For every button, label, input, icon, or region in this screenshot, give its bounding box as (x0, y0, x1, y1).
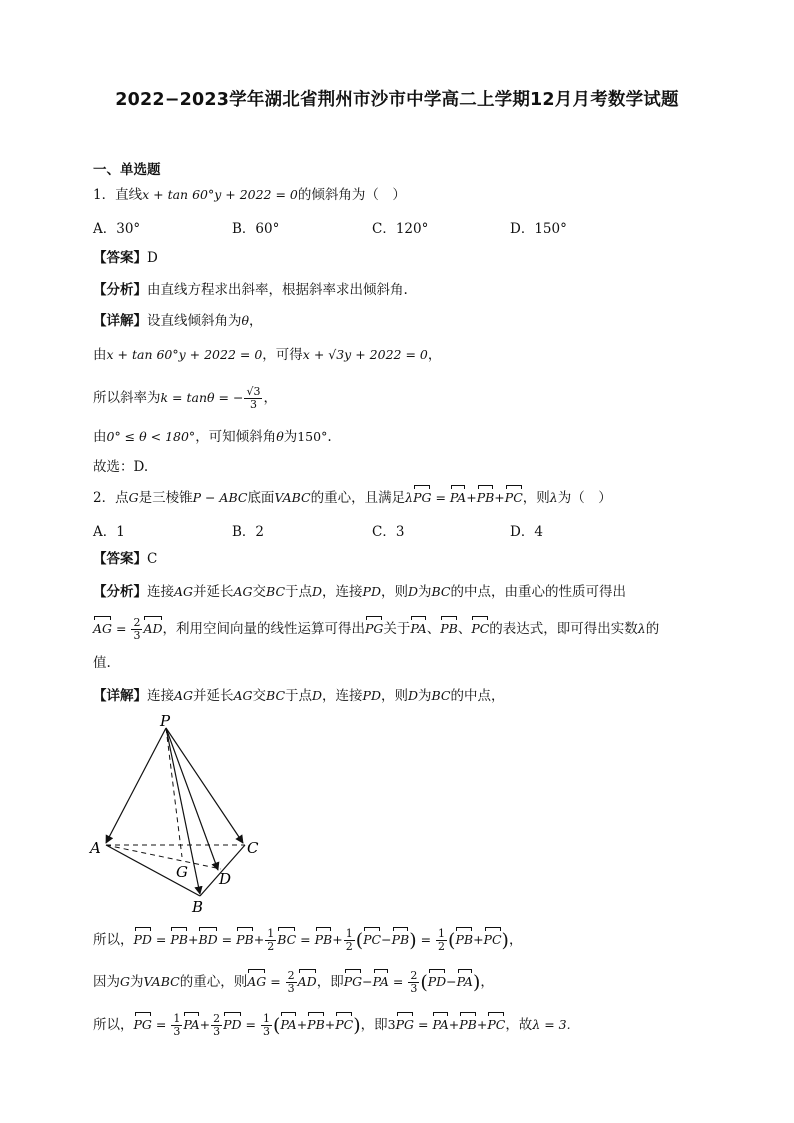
page-title: 2022−2023学年湖北省荆州市沙市中学高二上学期12月月考数学试题 (115, 90, 679, 110)
q2-dt-ag: AG (174, 688, 194, 703)
q2-an-ag: AG (174, 584, 194, 599)
q1-step3-d: . (327, 429, 332, 445)
vec-pg: PG (396, 1015, 414, 1035)
frac-two-thirds (286, 970, 297, 995)
vec-pc: PC (363, 930, 381, 950)
q2-s3-result: λ = 3. (532, 1017, 571, 1032)
q2-dt-h: 的中点， (450, 688, 505, 704)
q2-an-a: 连接 (147, 584, 174, 600)
vec-pa: PA (457, 972, 473, 992)
q2-dt-dpt: D (312, 688, 323, 703)
fraction-numerator: 2 (410, 969, 418, 982)
q2-pyramid: P − ABC (192, 490, 248, 505)
q2-lambda-2: λ (549, 490, 558, 505)
q2-analysis-1 (93, 582, 626, 602)
q2-an-pd: PD (362, 584, 381, 599)
q2-an2-f: 的 (645, 621, 660, 637)
q2-an-bc: BC (266, 584, 286, 599)
q2-s3-c: ，故 (505, 1017, 533, 1033)
q2-dt-pd: PD (362, 688, 381, 703)
q2-stem: 2．点G是三棱锥P − ABC底面VABC的重心，且满足λPG = PA+PB+PC，则λ为（ ） (93, 490, 612, 506)
label-c: C (247, 839, 259, 857)
label-d: D (219, 870, 232, 888)
q2-an2-b: ，利用空间向量的线性运算可得出 (162, 621, 365, 637)
q2-detail (93, 686, 505, 706)
q2-option-c: C．3 (372, 524, 405, 540)
vec-pd: PD (428, 972, 446, 992)
q1-stem (93, 185, 406, 205)
q2-an2-lambda: λ (637, 621, 646, 636)
q2-an2-e: 的表达式，即可得出实数 (489, 621, 638, 637)
fraction-denominator: 3 (410, 982, 418, 995)
fraction-denominator: 2 (345, 940, 353, 953)
q1-step1-eq2: x + √3y + 2022 = 0 (302, 347, 428, 362)
fraction-numerator: 2 (133, 616, 141, 629)
fraction-denominator: 3 (249, 398, 257, 411)
q2-an2-c: 关于 (383, 621, 411, 637)
q2-an-ag-2: AG (233, 584, 253, 599)
q2-stem-g: G (128, 490, 139, 505)
q2-option-d: D．4 (510, 524, 543, 540)
vec-pg: PG (365, 619, 383, 639)
edge-pd (166, 728, 218, 870)
frac-two-thirds (408, 970, 419, 995)
vec-ag: AG (93, 619, 112, 639)
q2-s2-b: 为 (130, 974, 144, 990)
q1-option-d: D．150° (510, 221, 567, 237)
fraction-denominator: 3 (287, 982, 295, 995)
q1-step3-b: ，可知倾斜角 (195, 429, 277, 445)
fraction-denominator: 2 (267, 940, 275, 953)
q1-equation: x + tan 60°y + 2022 = 0 (142, 187, 298, 202)
q1-range: 0° ≤ θ < 180° (106, 429, 196, 444)
q1-step3-val: 150° (297, 429, 328, 444)
q2-lambda: λ (405, 490, 414, 505)
q2-an-d: 于点 (285, 584, 313, 600)
vec-pa: PA (280, 1015, 296, 1035)
q2-s3-a: 所以， (93, 1017, 134, 1033)
q2-step-3: 所以，PG = $\frac{1}{3}$ PA+ $\frac{2}{3}$ PD = $\frac{1}{3}$ (PA+PB+PC)，即3PG = PA+PB+PC，故λ = 3. (93, 1012, 571, 1038)
q1-step2-b: ， (263, 390, 277, 406)
vec-pd: PD (223, 1015, 241, 1035)
frac-half (265, 928, 276, 953)
q2-an-dpt-2: D (407, 584, 419, 599)
q1-step-3 (93, 427, 332, 447)
q2-step-2: 因为G为VABC的重心，则AG = $\frac{2}{3}$ AD，即PG−PA = $\frac{2}{3}$ (PD−PA)， (93, 969, 494, 995)
vec-pb: PB (170, 930, 188, 950)
vec-pc: PC (487, 1015, 505, 1035)
q1-option-a: A．30° (93, 221, 141, 237)
vec-pa: PA (450, 488, 466, 508)
q1-answer-value: D (147, 250, 158, 266)
detail-label: 【详解】 (93, 313, 147, 329)
q2-stem-a: 点 (115, 490, 129, 506)
fraction-numerator: 1 (345, 927, 353, 940)
q1-step3-a: 由 (93, 429, 107, 445)
q1-answer (93, 248, 158, 268)
q1-detail-text: 设直线倾斜角为 (147, 313, 242, 329)
q2-stem-c: 底面 (247, 490, 275, 506)
q2-number: 2． (93, 490, 116, 506)
q2-dt-bc: BC (266, 688, 286, 703)
vec-pc: PC (484, 930, 502, 950)
fraction-numerator: 1 (267, 927, 275, 940)
q2-dt-f: ，则 (380, 688, 408, 704)
q2-stem-f: 为（ ） (557, 490, 612, 506)
q1-step1-a: 由 (93, 347, 107, 363)
q2-s3-three: 3 (387, 1017, 396, 1032)
fraction-numerator: 2 (287, 969, 295, 982)
q2-answer-value: C (147, 551, 158, 567)
answer-label: 【答案】 (93, 250, 147, 266)
section-heading: 一、单选题 (93, 162, 161, 178)
vec-pb: PB (455, 930, 473, 950)
q2-option-a: A．1 (93, 524, 125, 540)
vec-pb: PB (477, 488, 495, 508)
q1-number: 1． (93, 187, 116, 203)
q2-option-b: B．2 (232, 524, 265, 540)
q1-analysis-text: 由直线方程求出斜率，根据斜率求出倾斜角. (147, 282, 408, 298)
q2-an-c: 交 (252, 584, 267, 600)
q1-step1-eq1: x + tan 60°y + 2022 = 0 (106, 347, 263, 362)
q2-s3-b: ，即 (360, 1017, 388, 1033)
q2-an-g: 为 (418, 584, 432, 600)
q2-s2-g: G (120, 974, 130, 989)
q2-s2-tri: VABC (143, 974, 180, 989)
vec-bc: BC (277, 930, 296, 950)
vec-pb: PB (440, 619, 458, 639)
q2-triangle: VABC (274, 490, 311, 505)
q2-s1-a: 所以， (93, 932, 134, 948)
q2-an2-sep-2: 、 (457, 621, 472, 637)
q1-step-2 (93, 386, 277, 411)
q1-choose: 故选：D. (93, 459, 149, 475)
label-p: P (160, 712, 171, 730)
q2-analysis-3: 值. (93, 655, 111, 671)
q2-an2-sep: 、 (426, 621, 441, 637)
vec-pa: PA (432, 1015, 448, 1035)
q1-detail (93, 311, 263, 331)
q1-slope-eq: k = tanθ = − (160, 390, 244, 405)
fraction-denominator: 3 (262, 1025, 270, 1038)
vec-pa: PA (183, 1015, 199, 1035)
q1-stem-text: 直线 (115, 187, 143, 203)
q2-stem-d: 的重心，且满足 (310, 490, 406, 506)
q1-stem-tail: 的倾斜角为（ ） (297, 187, 406, 203)
q2-an-dpt: D (312, 584, 323, 599)
fraction-denominator: 3 (173, 1025, 181, 1038)
q2-s2-d: ，即 (316, 974, 344, 990)
q2-stem-b: 是三棱锥 (138, 490, 193, 506)
q2-s2-c: 的重心，则 (179, 974, 248, 990)
q1-step-1 (93, 345, 441, 365)
q2-step-1: 所以，PD = PB+BD = PB+ $\frac{1}{2}$ BC = PB+ $\frac{1}{2}$ (PC−PB) = $\frac{1}{2}$ (PB+PC)， (93, 927, 523, 953)
frac-third (261, 1013, 272, 1038)
vec-pg: PG (344, 972, 362, 992)
q1-slope-fraction (244, 386, 262, 411)
edge-pa (106, 728, 166, 843)
q2-dt-a: 连接 (147, 688, 174, 704)
q2-dt-e: ，连接 (322, 688, 363, 704)
q1-step2-a: 所以斜率为 (93, 390, 161, 406)
fraction-numerator: 2 (213, 1012, 221, 1025)
vec-pg: PG (413, 488, 431, 508)
q2-an-b: 并延长 (193, 584, 234, 600)
fraction-denominator: 2 (438, 940, 446, 953)
vec-pg: PG (134, 1015, 152, 1035)
tetrahedron-figure (88, 712, 268, 917)
label-a: A (90, 839, 101, 857)
q1-step1-b: ，可得 (262, 347, 303, 363)
vec-pc: PC (505, 488, 523, 508)
segment-ad-hidden (106, 845, 221, 869)
vec-ad: AD (298, 972, 317, 992)
vec-pa: PA (373, 972, 389, 992)
vec-ag: AG (247, 972, 266, 992)
vec-bd: BD (198, 930, 217, 950)
label-b: B (192, 898, 204, 916)
vec-ad: AD (143, 619, 162, 639)
frac-half (436, 928, 447, 953)
q2-analysis-2: AG = $\frac{2}{3}$ AD，利用空间向量的线性运算可得出PG关于PA、PB、PC的表达式，即可得出实数λ的 (93, 616, 660, 642)
q2-stem-e: ，则 (522, 490, 550, 506)
answer-label: 【答案】 (93, 551, 147, 567)
frac-third (171, 1013, 182, 1038)
q2-an-bc-2: BC (431, 584, 451, 599)
vec-pd: PD (134, 930, 152, 950)
vec-pb: PB (392, 930, 410, 950)
q2-dt-c: 交 (252, 688, 267, 704)
detail-label: 【详解】 (93, 688, 147, 704)
q1-detail-comma: ， (249, 313, 263, 329)
fraction-numerator: 1 (262, 1012, 270, 1025)
frac-two-thirds (131, 617, 142, 642)
analysis-label: 【分析】 (93, 282, 147, 298)
vec-pc: PC (335, 1015, 353, 1035)
q1-analysis (93, 280, 408, 300)
q1-step3-theta: θ (276, 429, 284, 444)
q2-dt-bc-2: BC (431, 688, 451, 703)
q2-dt-g: 为 (418, 688, 432, 704)
fraction-numerator: √3 (246, 385, 261, 398)
q2-answer (93, 549, 157, 569)
frac-half (344, 928, 355, 953)
q2-an-f: ，则 (380, 584, 408, 600)
q2-dt-b: 并延长 (193, 688, 234, 704)
analysis-label: 【分析】 (93, 584, 147, 600)
q2-dt-ag-2: AG (233, 688, 253, 703)
fraction-numerator: 1 (438, 927, 446, 940)
vec-pb: PB (236, 930, 254, 950)
q1-option-c: C．120° (372, 221, 429, 237)
q1-step1-c: ， (427, 347, 442, 363)
vec-pa: PA (410, 619, 426, 639)
label-g: G (176, 863, 188, 881)
q2-dt-d: 于点 (285, 688, 313, 704)
vec-pb: PB (315, 930, 333, 950)
q1-option-b: B．60° (232, 221, 280, 237)
q1-theta: θ (241, 313, 250, 328)
frac-two-thirds (211, 1013, 222, 1038)
q2-an-h: 的中点，由重心的性质可得出 (450, 584, 626, 600)
q2-an-e: ，连接 (322, 584, 363, 600)
vec-pb: PB (307, 1015, 325, 1035)
q2-dt-dpt-2: D (407, 688, 419, 703)
q2-s2-a: 因为 (93, 974, 120, 990)
vec-pc: PC (471, 619, 489, 639)
fraction-denominator: 3 (133, 629, 141, 642)
fraction-denominator: 3 (213, 1025, 221, 1038)
q1-step3-c: 为 (283, 429, 298, 445)
fraction-numerator: 1 (173, 1012, 181, 1025)
vec-pb: PB (459, 1015, 477, 1035)
